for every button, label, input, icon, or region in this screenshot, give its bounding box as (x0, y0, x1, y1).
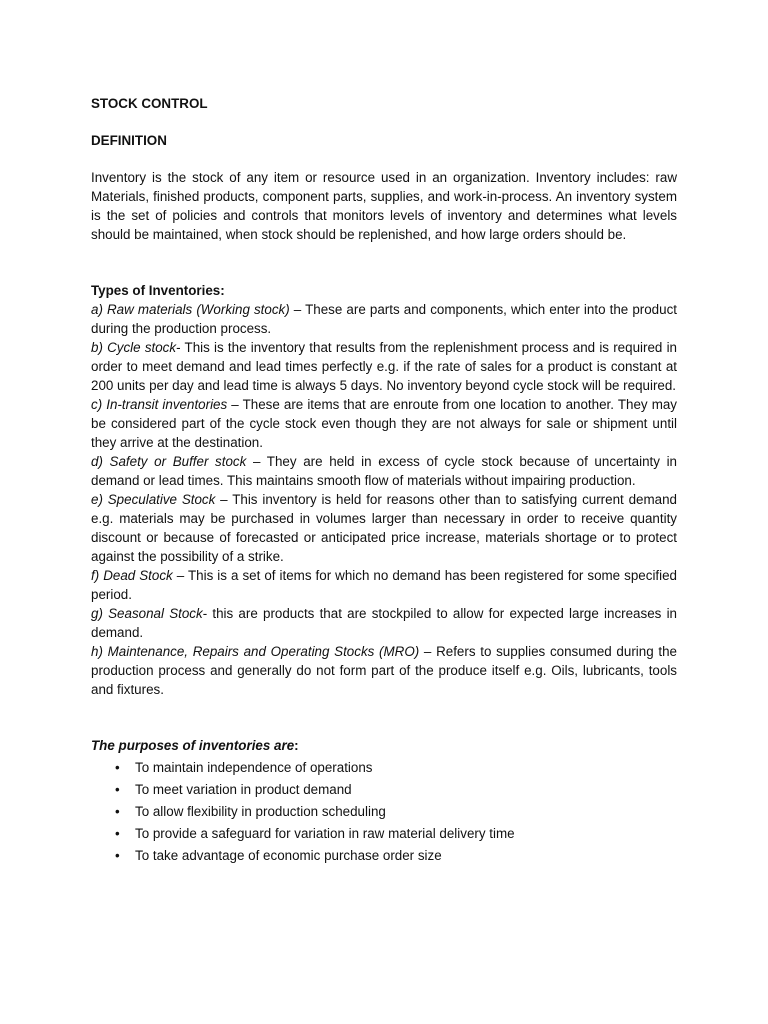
purposes-heading-text: The purposes of inventories are (91, 738, 295, 753)
type-text: - this are products that are stockpiled to allow for expected large increases in demand. (91, 606, 677, 640)
document-title: STOCK CONTROL (91, 96, 208, 111)
list-item (91, 779, 677, 801)
type-label: e) Speculative Stock (91, 492, 216, 507)
type-text: – This is a set of items for which no demand has been registered for some specified period. (91, 568, 678, 602)
type-label: f) Dead Stock (91, 568, 173, 583)
bullet-icon: • (115, 782, 120, 797)
type-item (91, 604, 677, 642)
purpose-text: To take advantage of economic purchase order size (135, 848, 442, 863)
list-item (91, 801, 677, 823)
purposes-list (91, 757, 677, 867)
type-text: – This inventory is held for reasons other than to satisfying current demand e.g. materials may be purchased in volumes larger than necessary in order to receive quantity discount or because of forecasted or anticipated price increase, materials shortage or to protect against the possibility of a strike. (91, 492, 677, 564)
definition-paragraph: Inventory is the stock of any item or resource used in an organization. Inventory includes: raw Materials, finished products, component parts, supplies, and work-in-process. An inventory system is the set of policies and controls that monitors levels of inventory and determines what levels should be maintained, when stock should be replenished, and how large orders should be. (91, 170, 677, 242)
type-item (91, 338, 677, 395)
definition-heading: DEFINITION (91, 133, 167, 148)
type-label: g) Seasonal Stock (91, 606, 203, 621)
bullet-icon: • (115, 804, 120, 819)
purpose-text: To maintain independence of operations (135, 760, 373, 775)
type-item (91, 395, 677, 452)
type-item (91, 566, 677, 604)
type-text: – These are parts and components, which enter into the product during the production process. (91, 302, 677, 336)
type-label: c) In-transit inventories (91, 397, 228, 412)
purposes-heading (91, 736, 677, 755)
type-text: – Refers to supplies consumed during the production process and generally do not form part of the produce itself e.g. Oils, lubricants, tools and fixtures. (91, 644, 677, 697)
type-label: a) Raw materials (Working stock) (91, 302, 290, 317)
type-text: – They are held in excess of cycle stock because of uncertainty in demand or lead times. This maintains smooth flow of materials without impairing production. (91, 454, 677, 488)
type-label: h) Maintenance, Repairs and Operating Stocks (MRO) (91, 644, 420, 659)
type-label: b) Cycle stock (91, 340, 177, 355)
type-item (91, 300, 677, 338)
type-text: – These are items that are enroute from one location to another. They may be considered part of the cycle stock even though they are not always for sale or shipment until they arrive at the destination. (91, 397, 677, 450)
bullet-icon: • (115, 826, 120, 841)
type-item (91, 452, 677, 490)
list-item (91, 757, 677, 779)
list-item (91, 823, 677, 845)
list-item (91, 845, 677, 867)
types-list (91, 300, 677, 699)
purpose-text: To allow flexibility in production scheduling (135, 804, 386, 819)
purposes-heading-colon: : (294, 738, 299, 753)
type-item (91, 642, 677, 699)
bullet-icon: • (115, 760, 120, 775)
types-heading: Types of Inventories: (91, 283, 225, 298)
purpose-text: To provide a safeguard for variation in raw material delivery time (135, 826, 515, 841)
purpose-text: To meet variation in product demand (135, 782, 352, 797)
type-text: - This is the inventory that results from the replenishment process and is required in order to meet demand and lead times perfectly e.g. if the rate of sales for a product is constant at 200 units per day and lead time is always 5 days. No inventory beyond cycle stock will be required. (91, 340, 677, 393)
type-item (91, 490, 677, 566)
bullet-icon: • (115, 848, 120, 863)
type-label: d) Safety or Buffer stock (91, 454, 247, 469)
document-page (91, 94, 677, 867)
